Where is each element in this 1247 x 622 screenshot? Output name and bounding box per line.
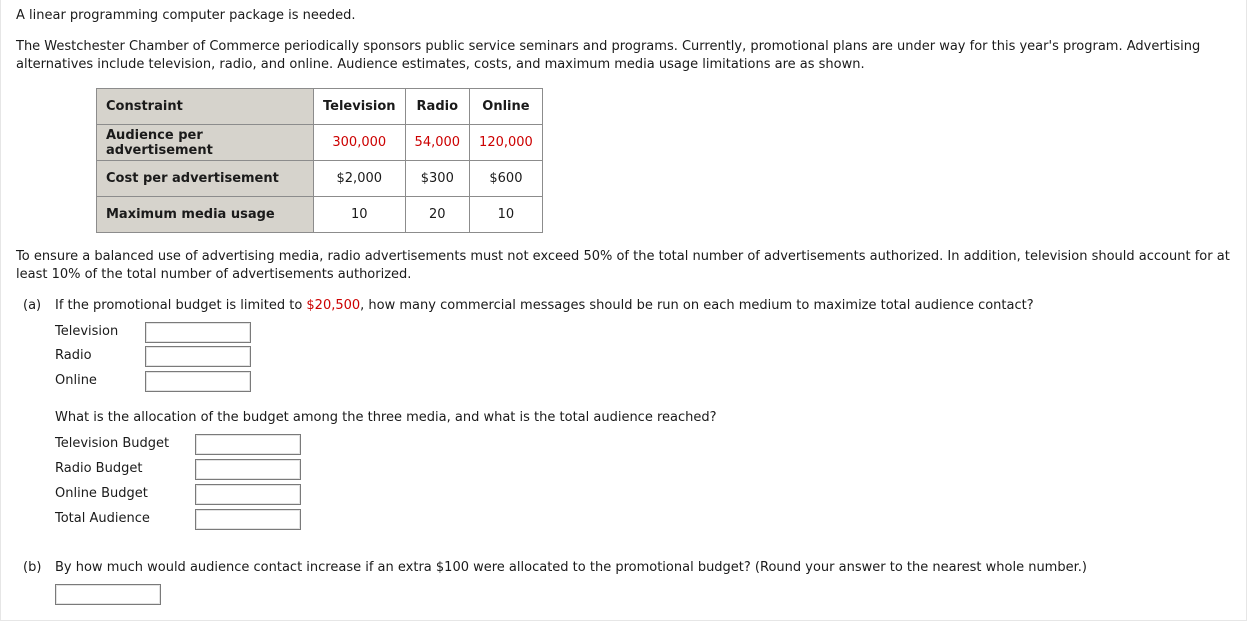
radio-input[interactable] xyxy=(145,346,251,367)
row-label: Audience per advertisement xyxy=(97,125,314,161)
cell-value: 120,000 xyxy=(470,125,543,161)
cell-value: $600 xyxy=(470,161,543,197)
cell-value: $300 xyxy=(405,161,470,197)
cell-value: 20 xyxy=(405,197,470,233)
online-input[interactable] xyxy=(145,371,251,392)
television-label: Television xyxy=(55,324,119,339)
cell-value: 300,000 xyxy=(314,125,406,161)
cell-value: 54,000 xyxy=(405,125,470,161)
allocation-question: What is the allocation of the budget among the three media, and what is the total audience reached? xyxy=(55,410,717,425)
online-label: Online xyxy=(55,373,97,388)
constraint-table xyxy=(96,88,543,233)
part-a-question xyxy=(55,298,1034,313)
radio-budget-input[interactable] xyxy=(195,459,301,480)
cell-value: 10 xyxy=(314,197,406,233)
table-row xyxy=(97,197,543,233)
television-budget-input[interactable] xyxy=(195,434,301,455)
television-input[interactable] xyxy=(145,322,251,343)
table-header-row xyxy=(97,89,543,125)
balance-text: To ensure a balanced use of advertising media, radio advertisements must not exceed 50% of the total number of advertisements authorized. In addition, television should account for at least 10% of the total number of advertisements authorized. xyxy=(16,249,1230,282)
row-label: Cost per advertisement xyxy=(97,161,314,197)
audience-increase-input[interactable] xyxy=(55,584,161,605)
radio-label: Radio xyxy=(55,348,92,363)
radio-budget-label: Radio Budget xyxy=(55,461,143,476)
television-budget-label: Television Budget xyxy=(55,436,170,451)
part-a-marker: (a) xyxy=(23,298,42,313)
cell-value: 10 xyxy=(470,197,543,233)
part-b-marker: (b) xyxy=(23,560,42,575)
question-text: , how many commercial messages should be run on each medium to maximize total audience contact? xyxy=(360,298,1034,313)
table-row xyxy=(97,161,543,197)
row-label: Maximum media usage xyxy=(97,197,314,233)
header-television: Television xyxy=(314,89,406,125)
question-text: If the promotional budget is limited to xyxy=(55,298,307,313)
header-online: Online xyxy=(470,89,543,125)
total-audience-label: Total Audience xyxy=(55,511,150,526)
description-text: The Westchester Chamber of Commerce periodically sponsors public service seminars and programs. Currently, promotional plans are under way for this year's program. Advertising alternatives include television, radio, and online. Audience estimates, costs, and maximum media usage limitations are as shown. xyxy=(16,39,1201,72)
total-audience-input[interactable] xyxy=(195,509,301,530)
header-constraint: Constraint xyxy=(97,89,314,125)
header-radio: Radio xyxy=(405,89,470,125)
online-budget-input[interactable] xyxy=(195,484,301,505)
intro-text: A linear programming computer package is needed. xyxy=(16,8,356,23)
cell-value: $2,000 xyxy=(314,161,406,197)
part-b-question: By how much would audience contact increase if an extra $100 were allocated to the promotional budget? (Round your answer to the nearest whole number.) xyxy=(55,560,1087,575)
online-budget-label: Online Budget xyxy=(55,486,148,501)
table-row xyxy=(97,125,543,161)
budget-value: $20,500 xyxy=(306,298,361,313)
